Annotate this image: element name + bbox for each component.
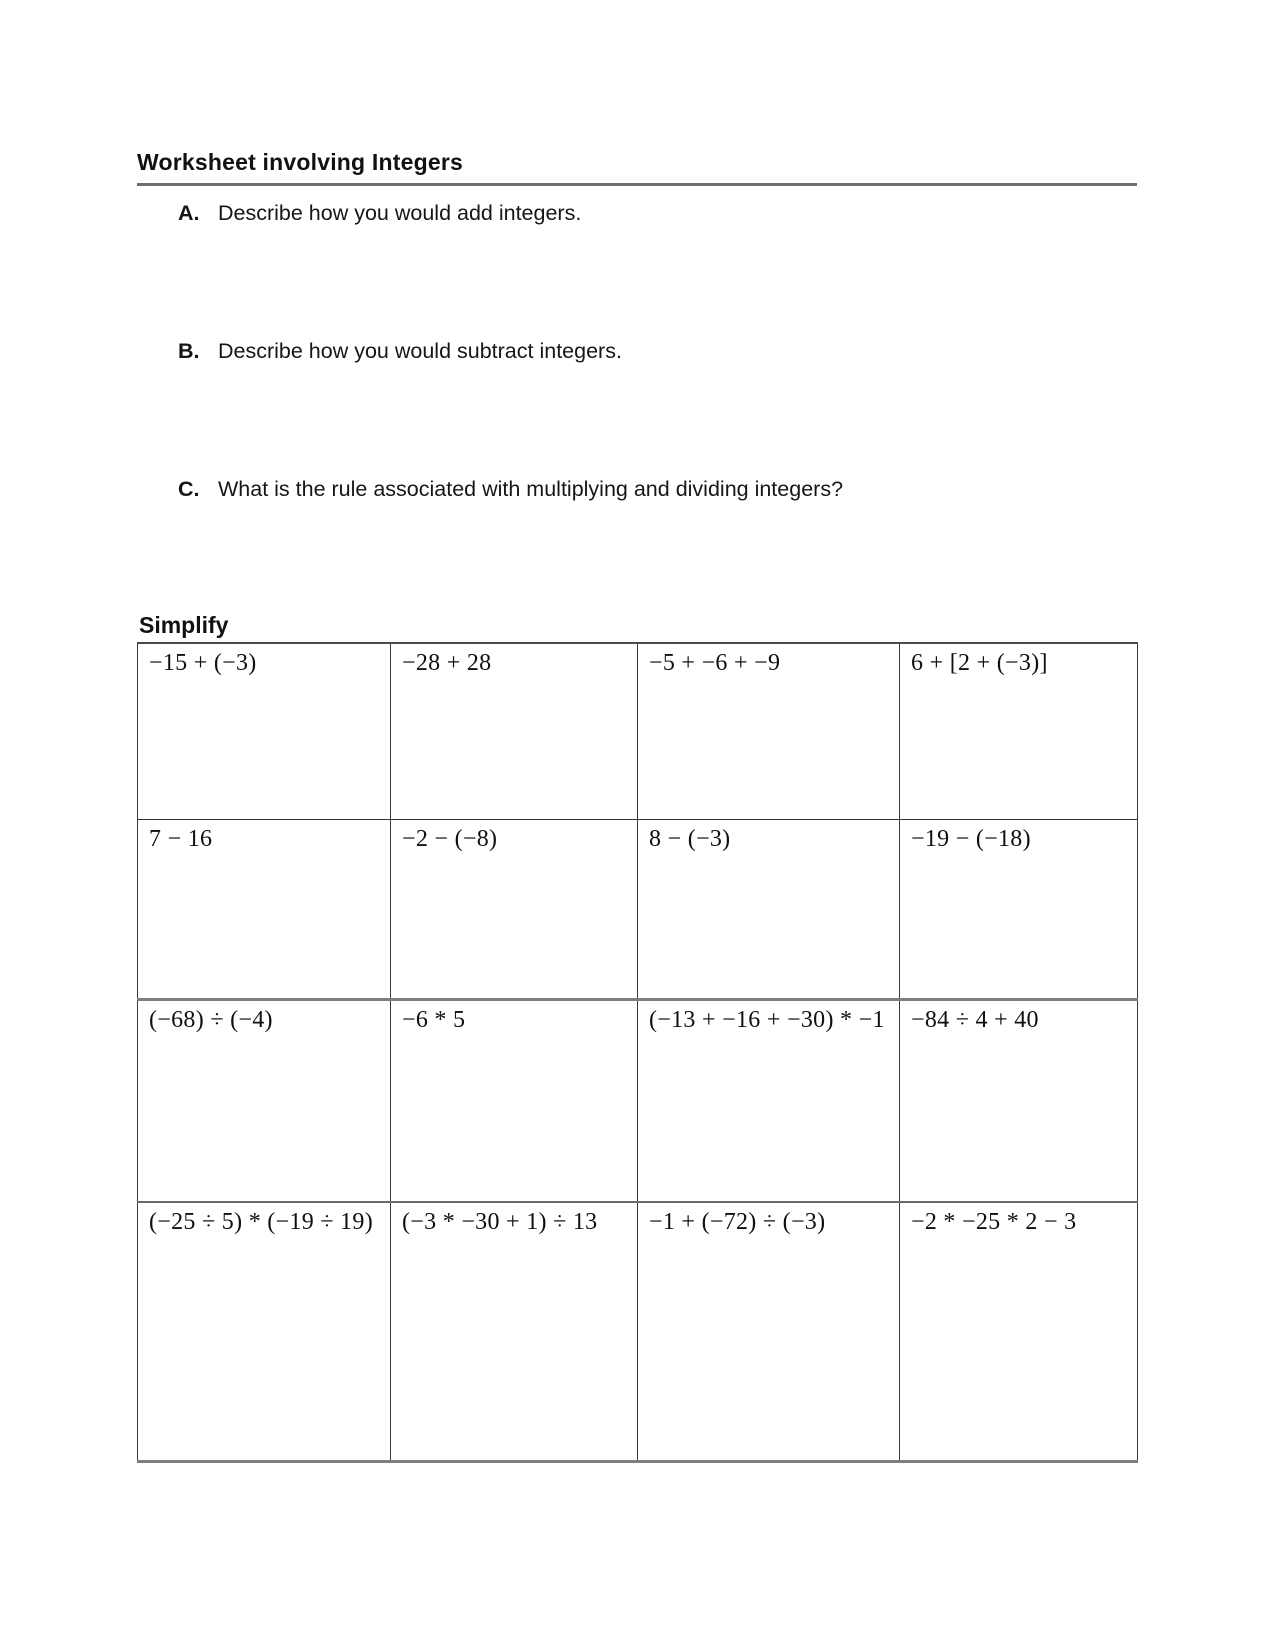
table-cell-expression: −1 + (−72) ÷ (−3) <box>638 1202 900 1461</box>
page-title: Worksheet involving Integers <box>137 149 463 175</box>
question-a-label: A. <box>178 201 200 225</box>
table-cell-expression: −2 * −25 * 2 − 3 <box>900 1202 1138 1461</box>
question-b-label: B. <box>178 339 200 363</box>
question-c-label: C. <box>178 477 200 501</box>
table-row <box>138 819 1138 999</box>
table-cell-expression: (−25 ÷ 5) * (−19 ÷ 19) <box>138 1202 391 1461</box>
question-b-text: Describe how you would subtract integers. <box>218 339 622 363</box>
table-row <box>138 1202 1138 1461</box>
question-a <box>178 200 1118 226</box>
title-block <box>137 149 1137 186</box>
table-cell-expression: 8 − (−3) <box>638 819 900 999</box>
table-cell-expression: −84 ÷ 4 + 40 <box>900 999 1138 1202</box>
table-cell-expression: (−3 * −30 + 1) ÷ 13 <box>391 1202 638 1461</box>
table-row <box>138 643 1138 819</box>
table-cell-expression: 7 − 16 <box>138 819 391 999</box>
table-cell-expression: (−13 + −16 + −30) * −1 <box>638 999 900 1202</box>
simplify-table <box>137 642 1138 1463</box>
table-cell-expression: −2 − (−8) <box>391 819 638 999</box>
question-c <box>178 476 1118 502</box>
table-cell-expression: −5 + −6 + −9 <box>638 643 900 819</box>
table-cell-expression: −19 − (−18) <box>900 819 1138 999</box>
table-cell-expression: (−68) ÷ (−4) <box>138 999 391 1202</box>
table-cell-expression: −28 + 28 <box>391 643 638 819</box>
table-cell-expression: −6 * 5 <box>391 999 638 1202</box>
question-a-text: Describe how you would add integers. <box>218 201 582 225</box>
question-b <box>178 338 1118 364</box>
section-heading-simplify: Simplify <box>139 612 229 638</box>
table-cell-expression: −15 + (−3) <box>138 643 391 819</box>
table-cell-expression: 6 + [2 + (−3)] <box>900 643 1138 819</box>
question-c-text: What is the rule associated with multiplying and dividing integers? <box>218 477 844 501</box>
table-row <box>138 999 1138 1202</box>
